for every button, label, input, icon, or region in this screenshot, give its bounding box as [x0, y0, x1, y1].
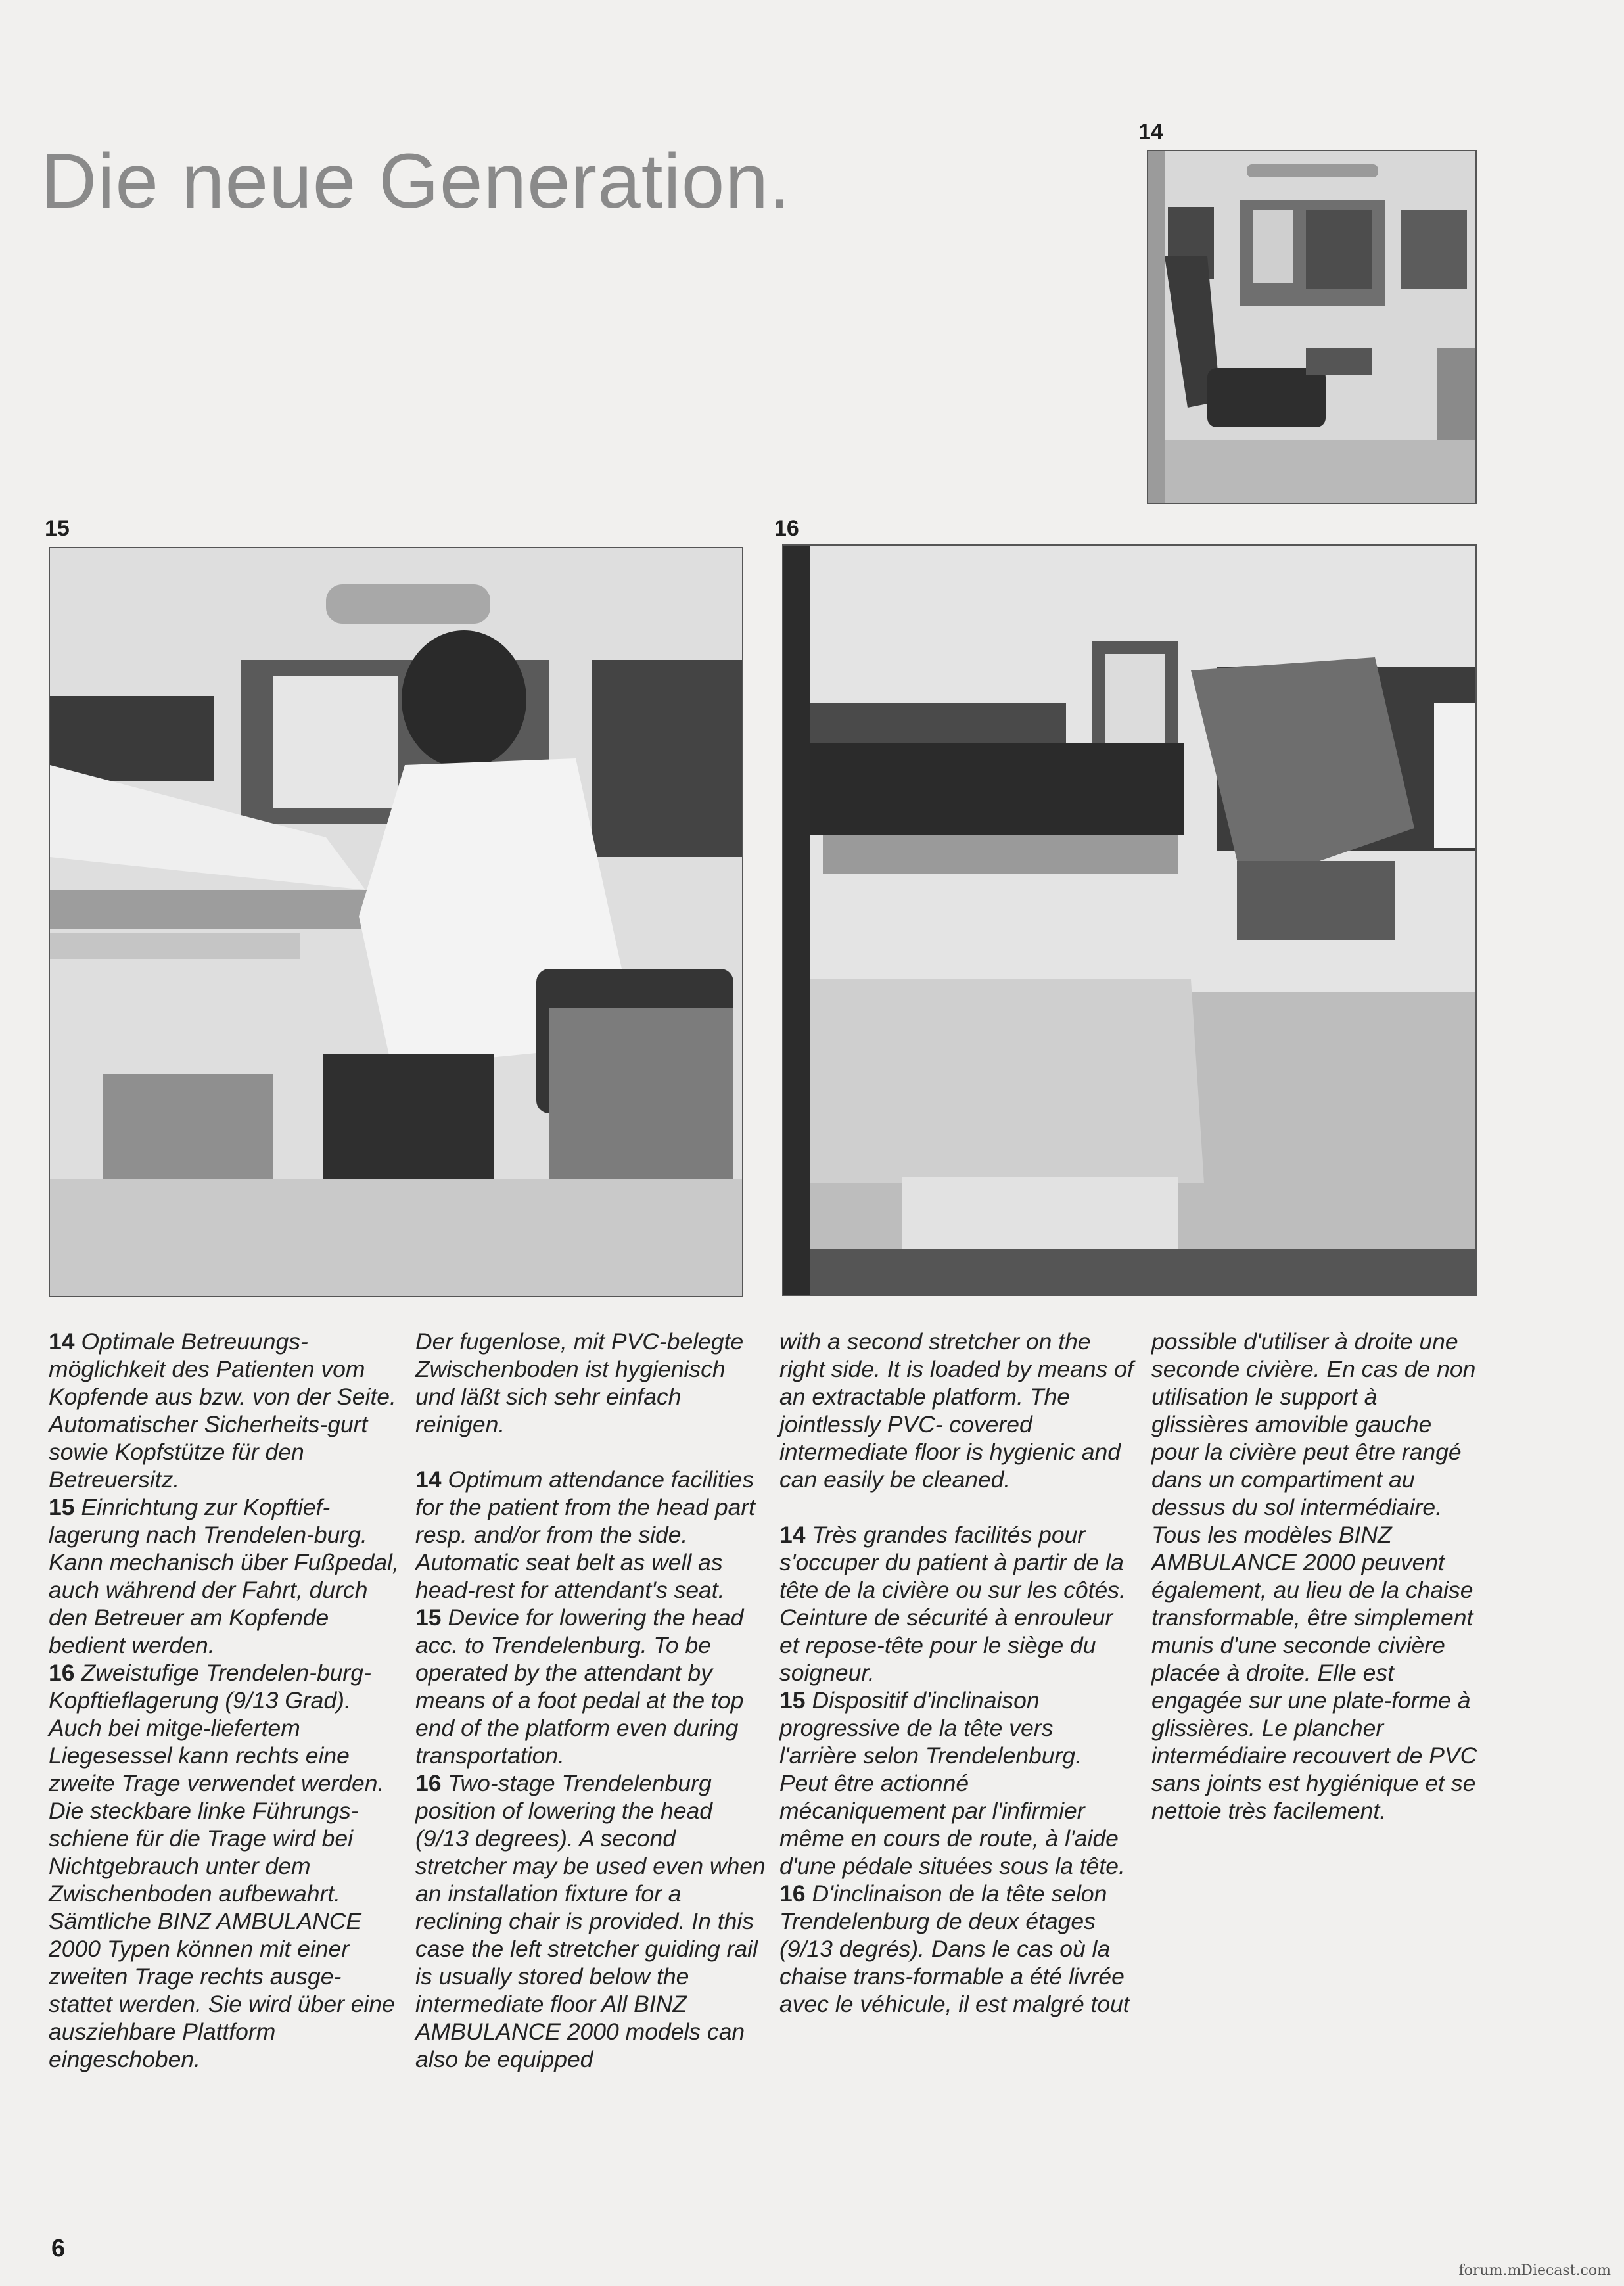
caption-en-16: 16 Two-stage Trendelenburg position of lowering the head (9/13 degrees). A second stretcher may be used even when an installation fixture for a reclining chair is provided. In this case the left stretcher guiding rail is usually stored below the intermediate floor All BINZ AMBULANCE 2000 models can also be equipped — [415, 1770, 766, 2072]
figure-number-14: 14 — [1138, 120, 1163, 145]
caption-fr-14: 14 Très grandes facilités pour s'occuper du patient à partir de la tête de la civière ou sur les côtés. Ceinture de sécurité à enrouleur et repose-tête pour le siège du soigneur. — [779, 1522, 1126, 1686]
caption-fr-continued: possible d'utiliser à droite une seconde civière. En cas de non utilisation le support à glissières amovible gauche pour la civière peut être rangé dans un compartiment au dessus du sol intermédiaire. Tous les modèles BINZ AMBULANCE 2000 peuvent également, au lieu de la chaise transformable, être simplement munis d'une seconde civière placée à droite. Elle est engagée sur une plate-forme à glissières. Le plancher intermédiaire recouvert de PVC sans joints est hygiénique et se nettoie très facilement. — [1151, 1328, 1477, 1824]
caption-de-continued: Der fugenlose, mit PVC-belegte Zwischenboden ist hygienisch und läßt sich sehr einfach reinigen. — [415, 1328, 744, 1437]
photo-attendant-with-patient — [49, 547, 743, 1297]
page-number: 6 — [51, 2235, 66, 2262]
caption-de-16: 16 Zweistufige Trendelen-burg-Kopftieflagerung (9/13 Grad). Auch bei mitge-liefertem Liegesessel kann rechts eine zweite Trage verwendet werden. Die steckbare linke Führungs-schiene für die Trage wird bei Nichtgebrauch unter dem Zwischenboden aufbewahrt. Sämtliche BINZ AMBULANCE 2000 Typen können mit einer zweiten Trage rechts ausge-stattet werden. Sie wird über eine ausziehbare Plattform eingeschoben. — [49, 1660, 395, 2072]
caption-fr-15: 15 Dispositif d'inclinaison progressive de la tête vers l'arrière selon Trendelenburg. Peut être actionné mécaniquement par l'infirmier même en cours de route, à l'aide d'une pédale situées sous la tête. — [779, 1687, 1125, 1879]
figure-number-16: 16 — [774, 516, 799, 541]
caption-en-continued: with a second stretcher on the right side. It is loaded by means of an extractable platform. The jointlessly PVC- covered intermediate floor is hygienic and can easily be cleaned. — [779, 1328, 1134, 1493]
photo-stretcher-and-reclining-chair — [782, 544, 1477, 1296]
caption-en-15: 15 Device for lowering the head acc. to Trendelenburg. To be operated by the attendant by means of a foot pedal at the top end of the platform even during transportation. — [415, 1604, 744, 1769]
watermark: forum.mDiecast.com — [1458, 2262, 1611, 2279]
caption-en-14: 14 Optimum attendance facilities for the patient from the head part resp. and/or from the side. Automatic seat belt as well as head-rest for attendant's seat. — [415, 1466, 756, 1603]
text-column-german — [49, 1328, 404, 2073]
photo-ambulance-interior-seat — [1147, 150, 1477, 504]
caption-de-14: 14 Optimale Betreuungs-möglichkeit des Patienten vom Kopfende aus bzw. von der Seite. Automatischer Sicherheits-gurt sowie Kopfstütze für den Betreuersitz. — [49, 1328, 396, 1493]
text-column-french-continued — [1151, 1328, 1480, 1825]
text-column-english — [415, 1328, 770, 2073]
text-column-french — [779, 1328, 1134, 2018]
page-title: Die neue Generation. — [41, 138, 791, 225]
caption-fr-16: 16 D'inclinaison de la tête selon Trendelenburg de deux étages (9/13 degrés). Dans le cas où la chaise trans-formable a été livrée avec le véhicule, il est malgré tout — [779, 1880, 1130, 2017]
caption-de-15: 15 Einrichtung zur Kopftief-lagerung nach Trendelen-burg. Kann mechanisch über Fußpedal, auch während der Fahrt, durch den Betreuer am Kopfende bedient werden. — [49, 1494, 399, 1658]
figure-number-15: 15 — [45, 516, 70, 541]
